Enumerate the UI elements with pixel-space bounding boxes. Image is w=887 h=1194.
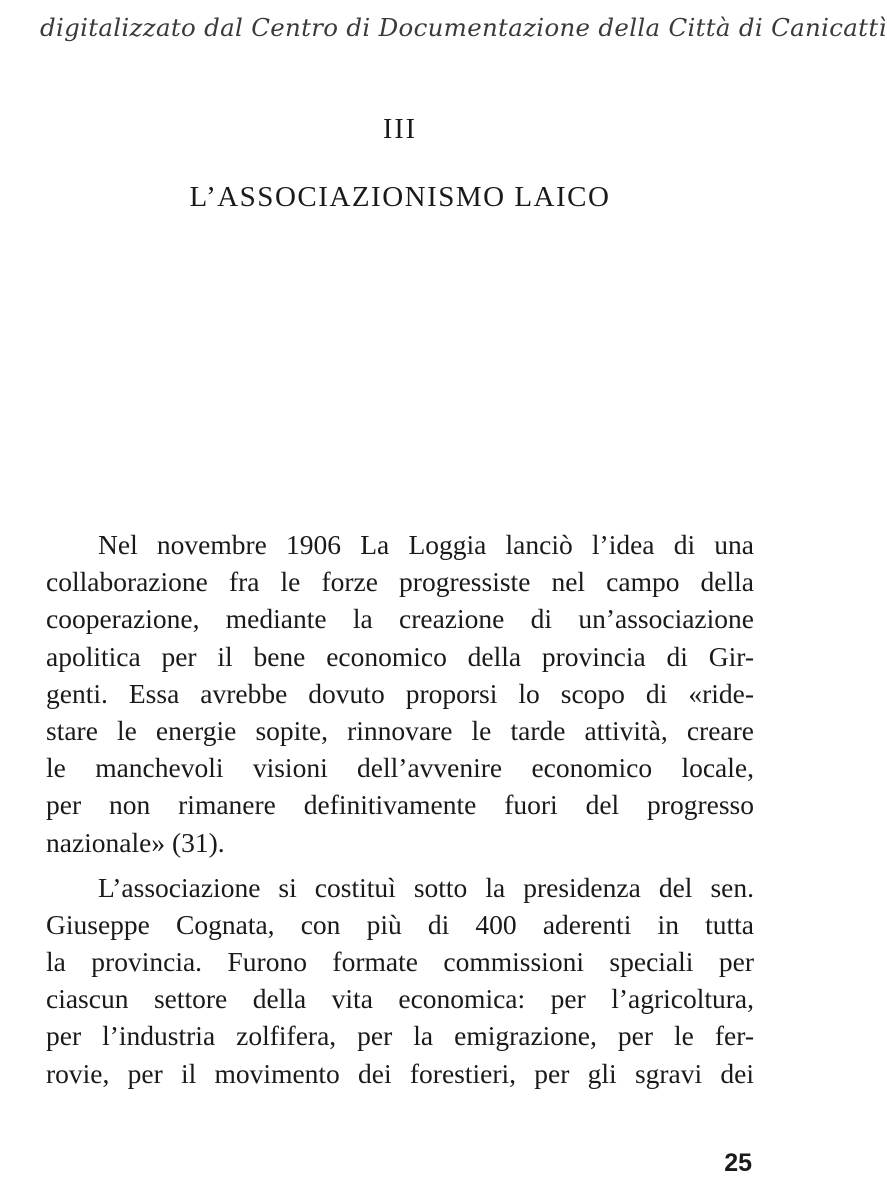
text-line: per non rimanere definitivamente fuori del progresso (46, 789, 754, 821)
text-line: cooperazione, mediante la creazione di un’associazione (46, 603, 754, 635)
chapter-number: III (383, 114, 417, 145)
text-line: rovie, per il movimento dei forestieri, per gli sgravi dei (46, 1057, 754, 1089)
text-line: L’associazione si costituì sotto la presidenza del sen. (98, 871, 754, 903)
body-text (46, 526, 754, 1092)
text-line: apolitica per il bene economico della provincia di Gir- (46, 640, 754, 672)
text-line: Giuseppe Cognata, con più di 400 aderenti in tutta (46, 908, 754, 940)
paragraph-1 (46, 526, 754, 861)
digitization-watermark: digitalizzato dal Centro di Documentazione della Città di Canicattì (40, 14, 887, 42)
text-line: collaborazione fra le forze progressiste nel campo della (46, 566, 754, 598)
text-line: nazionale» (31). (46, 826, 225, 858)
chapter-title: L’ASSOCIAZIONISMO LAICO (189, 181, 611, 213)
text-line: la provincia. Furono formate commissioni speciali per (46, 946, 754, 978)
paragraph-2 (46, 869, 754, 1092)
text-line: le manchevoli visioni dell’avvenire economico locale, (46, 752, 754, 784)
paragraph-gap (46, 861, 754, 869)
text-line: per l’industria zolfifera, per la emigrazione, per le fer- (46, 1020, 754, 1052)
text-line: Nel novembre 1906 La Loggia lanciò l’idea di una (98, 529, 754, 560)
text-line: ciascun settore della vita economica: per l’agricoltura, (46, 983, 754, 1015)
text-line: stare le energie sopite, rinnovare le tarde attività, creare (46, 714, 754, 746)
text-line: genti. Essa avrebbe dovuto proporsi lo scopo di «ride- (46, 677, 754, 709)
page-number: 25 (724, 1149, 752, 1177)
